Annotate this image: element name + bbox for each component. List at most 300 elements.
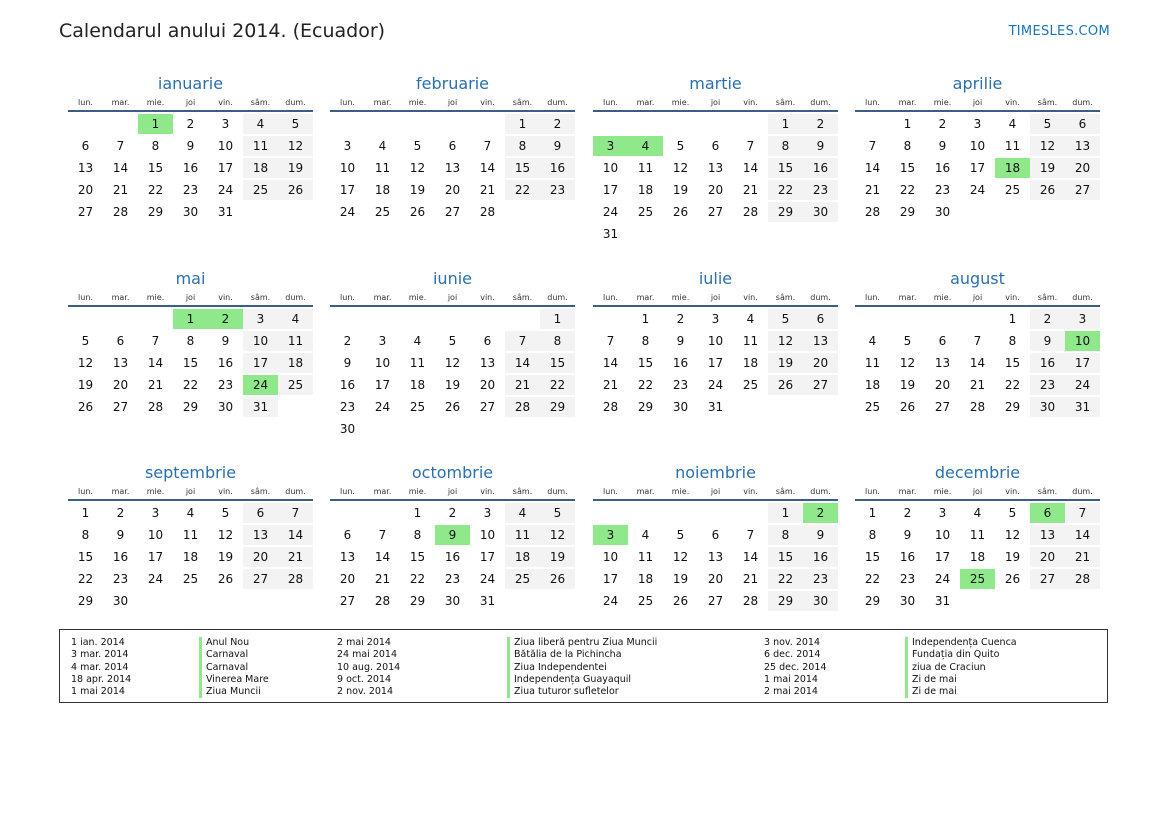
day-cell: 26 (672, 594, 689, 608)
month-name: mai (175, 269, 206, 288)
weekday-header: lun. (855, 95, 890, 112)
holiday-day: 6 (1030, 503, 1065, 523)
day-cell: 12 (278, 136, 313, 156)
weekday-header: lun. (855, 484, 890, 501)
day-cell: 26 (278, 180, 313, 200)
empty-cell (890, 309, 925, 329)
day-cell: 25 (278, 375, 313, 395)
day-cell: 28 (602, 400, 619, 414)
day-cell: 10 (243, 331, 278, 351)
empty-cell (68, 309, 103, 329)
day-cell: 22 (540, 375, 575, 395)
day-cell: 8 (641, 334, 650, 348)
day-cell: 23 (803, 180, 838, 200)
weekday-header: vin. (995, 484, 1030, 501)
day-cell: 31 (217, 205, 234, 219)
site-link[interactable]: TIMESLES.COM (1008, 24, 1110, 39)
day-cell: 15 (409, 550, 426, 564)
day-cell: 23 (672, 378, 689, 392)
day-cell: 13 (707, 161, 724, 175)
day-cell: 17 (602, 183, 619, 197)
legend-date: 1 ian. 2014 (71, 637, 125, 648)
day-cell: 10 (934, 528, 951, 542)
day-cell: 1 (903, 117, 912, 131)
month-septembrie (68, 462, 313, 611)
day-cell: 2 (1030, 309, 1065, 329)
day-cell: 19 (672, 572, 689, 586)
day-cell: 28 (864, 205, 881, 219)
weekday-header: mar. (103, 95, 138, 112)
day-cell: 24 (707, 378, 724, 392)
day-cell: 28 (969, 400, 986, 414)
day-cell: 19 (278, 158, 313, 178)
day-cell: 7 (746, 139, 755, 153)
month-name: martie (689, 74, 742, 93)
day-cell: 17 (1065, 353, 1100, 373)
day-cell: 21 (969, 378, 986, 392)
month-noiembrie (593, 462, 838, 611)
weekday-header: mar. (365, 95, 400, 112)
legend-date: 3 mar. 2014 (71, 649, 129, 661)
day-cell: 21 (1065, 547, 1100, 567)
day-cell: 26 (409, 205, 426, 219)
holiday-day: 2 (208, 309, 243, 329)
legend-date: 4 mar. 2014 (71, 661, 129, 673)
weekday-header: vin. (733, 484, 768, 501)
day-cell: 4 (413, 334, 422, 348)
day-cell: 13 (243, 525, 278, 545)
weekday-header: dum. (803, 484, 838, 501)
day-cell: 12 (1004, 528, 1021, 542)
holiday-day: 24 (243, 375, 278, 395)
day-cell: 13 (112, 356, 129, 370)
day-cell: 1 (768, 503, 803, 523)
day-cell: 17 (934, 550, 951, 564)
day-cell: 2 (540, 114, 575, 134)
day-cell: 7 (1065, 503, 1100, 523)
day-cell: 11 (409, 356, 426, 370)
day-cell: 24 (479, 572, 496, 586)
day-cell: 22 (1004, 378, 1021, 392)
day-cell: 30 (444, 594, 461, 608)
day-cell: 9 (540, 136, 575, 156)
day-cell: 25 (1004, 183, 1021, 197)
empty-cell (960, 309, 995, 329)
month-name: decembrie (934, 463, 1021, 482)
day-cell: 21 (112, 183, 129, 197)
weekday-header: sâm. (768, 484, 803, 501)
day-cell: 8 (505, 136, 540, 156)
empty-cell (365, 309, 400, 329)
legend-holiday-name: Fundația din Quito (905, 649, 1017, 661)
weekday-header: dum. (278, 484, 313, 501)
day-cell: 19 (768, 353, 803, 373)
day-cell: 31 (1065, 397, 1100, 417)
day-cell: 2 (938, 117, 947, 131)
day-cell: 2 (676, 312, 685, 326)
day-cell: 5 (676, 139, 685, 153)
day-cell: 31 (707, 400, 724, 414)
weekday-header: dum. (1065, 484, 1100, 501)
day-cell: 19 (217, 550, 234, 564)
day-cell: 23 (182, 183, 199, 197)
holiday-day: 9 (435, 525, 470, 545)
empty-cell (855, 114, 890, 134)
empty-cell (103, 309, 138, 329)
day-cell: 14 (1065, 525, 1100, 545)
day-cell: 19 (540, 547, 575, 567)
weekday-header: mie. (663, 95, 698, 112)
day-cell: 15 (864, 550, 881, 564)
day-cell: 12 (768, 331, 803, 351)
day-cell: 30 (934, 205, 951, 219)
day-cell: 3 (243, 309, 278, 329)
weekday-header: dum. (540, 95, 575, 112)
day-cell: 22 (505, 180, 540, 200)
day-cell: 14 (374, 550, 391, 564)
day-cell: 24 (339, 205, 356, 219)
empty-cell (103, 114, 138, 134)
weekday-header: mie. (138, 95, 173, 112)
legend-holiday-name: Ziua Independentei (507, 662, 657, 674)
day-cell: 28 (742, 205, 759, 219)
day-cell: 4 (278, 309, 313, 329)
day-cell: 23 (540, 180, 575, 200)
empty-cell (365, 114, 400, 134)
day-cell: 6 (448, 139, 457, 153)
day-cell: 6 (1065, 114, 1100, 134)
day-cell: 14 (278, 525, 313, 545)
day-cell: 30 (899, 594, 916, 608)
empty-cell (505, 309, 540, 329)
weekday-header: joi (435, 95, 470, 112)
day-cell: 22 (768, 180, 803, 200)
day-cell: 18 (182, 550, 199, 564)
day-cell: 6 (483, 334, 492, 348)
day-cell: 29 (77, 594, 94, 608)
holiday-day: 2 (803, 503, 838, 523)
day-cell: 31 (602, 227, 619, 241)
day-cell: 16 (672, 356, 689, 370)
day-cell: 10 (217, 139, 234, 153)
legend-holiday-name: Zi de mai (905, 686, 1017, 698)
day-cell: 20 (803, 353, 838, 373)
day-cell: 27 (77, 205, 94, 219)
weekday-header: joi (435, 290, 470, 307)
weekday-header: mie. (663, 290, 698, 307)
day-cell: 9 (938, 139, 947, 153)
weekday-header: sâm. (505, 290, 540, 307)
day-cell: 16 (444, 550, 461, 564)
weekday-header: dum. (1065, 290, 1100, 307)
day-cell: 4 (1008, 117, 1017, 131)
empty-cell (628, 503, 663, 523)
day-cell: 1 (868, 506, 877, 520)
day-cell: 15 (182, 356, 199, 370)
day-cell: 17 (243, 353, 278, 373)
day-cell: 5 (540, 503, 575, 523)
empty-cell (138, 309, 173, 329)
day-cell: 10 (147, 528, 164, 542)
day-cell: 27 (707, 205, 724, 219)
day-cell: 11 (637, 161, 654, 175)
day-cell: 1 (540, 309, 575, 329)
day-cell: 29 (637, 400, 654, 414)
day-cell: 6 (81, 139, 90, 153)
day-cell: 26 (1004, 572, 1021, 586)
weekday-header: sâm. (1030, 95, 1065, 112)
legend-names-2 (507, 637, 657, 698)
holiday-legend (59, 629, 1108, 703)
day-cell: 5 (81, 334, 90, 348)
legend-holiday-name: Ziua liberă pentru Ziua Muncii (507, 637, 657, 649)
weekday-header: lun. (68, 290, 103, 307)
weekday-header: dum. (278, 290, 313, 307)
weekday-header: vin. (995, 290, 1030, 307)
day-cell: 28 (742, 594, 759, 608)
day-cell: 18 (969, 550, 986, 564)
day-cell: 8 (768, 136, 803, 156)
weekday-header: vin. (470, 484, 505, 501)
legend-holiday-name: ziua de Craciun (905, 662, 1017, 674)
day-cell: 9 (1030, 331, 1065, 351)
day-cell: 4 (973, 506, 982, 520)
day-cell: 16 (1030, 353, 1065, 373)
month-iunie (330, 268, 575, 439)
day-cell: 11 (1004, 139, 1021, 153)
day-cell: 23 (339, 400, 356, 414)
day-cell: 20 (707, 183, 724, 197)
legend-date: 2 nov. 2014 (337, 686, 393, 698)
day-cell: 16 (112, 550, 129, 564)
month-august (855, 268, 1100, 417)
day-cell: 24 (934, 572, 951, 586)
day-cell: 5 (676, 528, 685, 542)
empty-cell (663, 114, 698, 134)
legend-holiday-name: Independența Cuenca (905, 637, 1017, 649)
legend-dates-2 (337, 637, 400, 698)
day-cell: 16 (540, 158, 575, 178)
day-cell: 18 (409, 378, 426, 392)
day-cell: 11 (969, 528, 986, 542)
day-cell: 29 (409, 594, 426, 608)
day-cell: 21 (147, 378, 164, 392)
day-cell: 5 (278, 114, 313, 134)
day-cell: 10 (707, 334, 724, 348)
day-cell: 9 (803, 525, 838, 545)
day-cell: 22 (409, 572, 426, 586)
weekday-header: mie. (925, 95, 960, 112)
day-cell: 25 (637, 205, 654, 219)
month-name: august (950, 269, 1005, 288)
day-cell: 27 (1065, 180, 1100, 200)
weekday-header: mie. (925, 290, 960, 307)
day-cell: 10 (339, 161, 356, 175)
day-cell: 9 (803, 136, 838, 156)
day-cell: 3 (938, 506, 947, 520)
empty-cell (925, 309, 960, 329)
legend-holiday-name: Independența Guayaquil (507, 674, 657, 686)
month-mai (68, 268, 313, 417)
legend-names-3 (905, 637, 1017, 698)
day-cell: 22 (147, 183, 164, 197)
weekday-header: vin. (208, 95, 243, 112)
day-cell: 19 (444, 378, 461, 392)
day-cell: 19 (409, 183, 426, 197)
empty-cell (68, 114, 103, 134)
day-cell: 27 (803, 375, 838, 395)
day-cell: 20 (444, 183, 461, 197)
day-cell: 7 (505, 331, 540, 351)
day-cell: 14 (147, 356, 164, 370)
day-cell: 4 (868, 334, 877, 348)
day-cell: 20 (934, 378, 951, 392)
weekday-header: sâm. (1030, 290, 1065, 307)
weekday-header: mie. (400, 290, 435, 307)
day-cell: 19 (1030, 158, 1065, 178)
weekday-header: dum. (540, 484, 575, 501)
weekday-header: mar. (365, 484, 400, 501)
day-cell: 14 (742, 550, 759, 564)
weekday-header: dum. (803, 290, 838, 307)
day-cell: 20 (112, 378, 129, 392)
weekday-header: mie. (138, 484, 173, 501)
weekday-header: sâm. (243, 95, 278, 112)
weekday-header: joi (173, 484, 208, 501)
weekday-header: vin. (995, 95, 1030, 112)
weekday-header: mie. (925, 484, 960, 501)
day-cell: 16 (934, 161, 951, 175)
day-cell: 6 (116, 334, 125, 348)
month-name: februarie (415, 74, 490, 93)
day-cell: 13 (479, 356, 496, 370)
day-cell: 27 (339, 594, 356, 608)
legend-holiday-name: Vinerea Mare (199, 674, 269, 686)
day-cell: 7 (973, 334, 982, 348)
day-cell: 20 (479, 378, 496, 392)
empty-cell (593, 309, 628, 329)
day-cell: 16 (803, 547, 838, 567)
holiday-day: 1 (173, 309, 208, 329)
day-cell: 2 (116, 506, 125, 520)
weekday-header: joi (173, 290, 208, 307)
day-cell: 21 (864, 183, 881, 197)
day-cell: 16 (899, 550, 916, 564)
weekday-header: mie. (663, 484, 698, 501)
day-cell: 3 (378, 334, 387, 348)
day-cell: 16 (182, 161, 199, 175)
day-cell: 30 (182, 205, 199, 219)
day-cell: 28 (374, 594, 391, 608)
day-cell: 29 (540, 397, 575, 417)
day-cell: 24 (969, 183, 986, 197)
weekday-header: mar. (103, 290, 138, 307)
weekday-header: vin. (733, 95, 768, 112)
legend-dates-3 (764, 637, 826, 698)
day-cell: 23 (803, 569, 838, 589)
day-cell: 11 (864, 356, 881, 370)
day-cell: 11 (374, 161, 391, 175)
day-cell: 6 (243, 503, 278, 523)
day-cell: 20 (1065, 158, 1100, 178)
weekday-header: vin. (208, 290, 243, 307)
weekday-header: mie. (400, 95, 435, 112)
day-cell: 31 (243, 397, 278, 417)
day-cell: 23 (112, 572, 129, 586)
day-cell: 7 (868, 139, 877, 153)
weekday-header: mar. (890, 95, 925, 112)
empty-cell (855, 309, 890, 329)
day-cell: 10 (602, 161, 619, 175)
day-cell: 30 (672, 400, 689, 414)
legend-holiday-name: Ziua Muncii (199, 686, 269, 698)
day-cell: 5 (1030, 114, 1065, 134)
day-cell: 1 (505, 114, 540, 134)
empty-cell (698, 114, 733, 134)
legend-holiday-name: Ziua tuturor sufletelor (507, 686, 657, 698)
legend-date: 6 dec. 2014 (764, 649, 821, 661)
day-cell: 7 (151, 334, 160, 348)
weekday-header: mie. (400, 484, 435, 501)
legend-date: 25 dec. 2014 (764, 661, 827, 673)
day-cell: 28 (147, 400, 164, 414)
day-cell: 11 (637, 550, 654, 564)
day-cell: 6 (803, 309, 838, 329)
day-cell: 1 (768, 114, 803, 134)
day-cell: 25 (374, 205, 391, 219)
day-cell: 7 (378, 528, 387, 542)
day-cell: 8 (768, 525, 803, 545)
day-cell: 26 (672, 205, 689, 219)
day-cell: 4 (641, 528, 650, 542)
day-cell: 12 (540, 525, 575, 545)
day-cell: 16 (217, 356, 234, 370)
day-cell: 8 (1008, 334, 1017, 348)
day-cell: 19 (899, 378, 916, 392)
month-name: septembrie (144, 463, 237, 482)
day-cell: 22 (637, 378, 654, 392)
weekday-header: lun. (68, 484, 103, 501)
day-cell: 11 (243, 136, 278, 156)
legend-date: 10 aug. 2014 (337, 661, 401, 673)
holiday-day: 10 (1065, 331, 1100, 351)
day-cell: 26 (217, 572, 234, 586)
legend-date: 1 mai 2014 (71, 686, 125, 698)
legend-names-1 (199, 637, 269, 698)
weekday-header: dum. (278, 95, 313, 112)
day-cell: 27 (112, 400, 129, 414)
day-cell: 10 (374, 356, 391, 370)
day-cell: 26 (540, 569, 575, 589)
month-februarie (330, 73, 575, 222)
day-cell: 25 (637, 594, 654, 608)
day-cell: 1 (641, 312, 650, 326)
day-cell: 10 (969, 139, 986, 153)
day-cell: 7 (606, 334, 615, 348)
empty-cell (470, 309, 505, 329)
day-cell: 29 (768, 591, 803, 611)
empty-cell (400, 309, 435, 329)
day-cell: 7 (483, 139, 492, 153)
weekday-header: joi (960, 290, 995, 307)
weekday-header: mar. (628, 95, 663, 112)
holiday-day: 4 (628, 136, 663, 156)
weekday-header: vin. (470, 95, 505, 112)
weekday-header: sâm. (505, 484, 540, 501)
day-cell: 27 (1030, 569, 1065, 589)
empty-cell (400, 114, 435, 134)
day-cell: 13 (444, 161, 461, 175)
